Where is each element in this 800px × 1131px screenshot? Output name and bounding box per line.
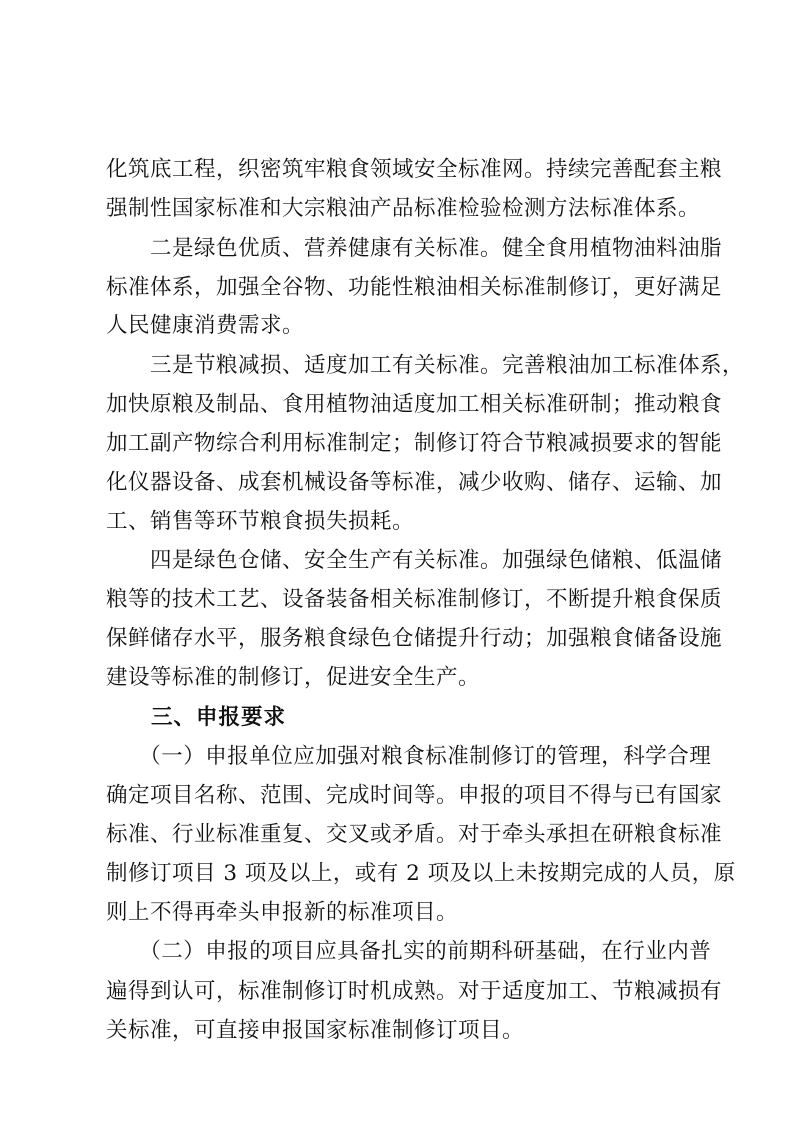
text-line: 建设等标准的制修订，促进安全生产。	[106, 665, 481, 690]
text-line: 二是绿色优质、营养健康有关标准。健全食用植物油料油脂	[106, 236, 723, 261]
text-line: 化筑底工程，织密筑牢粮食领域安全标准网。持续完善配套主粮	[106, 157, 723, 182]
text-line: 确定项目名称、范围、完成时间等。申报的项目不得与已有国家	[106, 783, 723, 808]
section-heading: 三、申报要求	[106, 705, 287, 730]
text-line: 则上不得再牵头申报新的标准项目。	[106, 900, 459, 925]
text-line: 化仪器设备、成套机械设备等标准，减少收购、储存、运输、加	[106, 470, 723, 495]
text-line: 标准、行业标准重复、交叉或矛盾。对于牵头承担在研粮食标准	[106, 822, 723, 847]
text-line: 粮等的技术工艺、设备装备相关标准制修订，不断提升粮食保质	[106, 587, 723, 612]
text-line: 标准体系，加强全谷物、功能性粮油相关标准制修订，更好满足	[106, 275, 723, 300]
text-line: 人民健康消费需求。	[106, 313, 305, 338]
text-line: 保鲜储存水平，服务粮食绿色仓储提升行动；加强粮食储备设施	[106, 626, 723, 651]
text-line: 加快原粮及制品、食用植物油适度加工相关标准研制；推动粮食	[106, 392, 723, 417]
text-line: 工、销售等环节粮食损失损耗。	[106, 509, 415, 534]
text-line: 加工副产物综合利用标准制定；制修订符合节粮减损要求的智能	[106, 431, 723, 456]
text-line: （一）申报单位应加强对粮食标准制修订的管理，科学合理	[106, 744, 712, 769]
text-line: 强制性国家标准和大宗粮油产品标准检验检测方法标准体系。	[106, 196, 701, 221]
text-line: （二）申报的项目应具备扎实的前期科研基础，在行业内普	[106, 939, 712, 964]
text-line: 制修订项目 3 项及以上，或有 2 项及以上未按期完成的人员，原	[106, 861, 736, 886]
text-line: 遍得到认可，标准制修订时机成熟。对于适度加工、节粮减损有	[106, 979, 723, 1004]
text-line: 四是绿色仓储、安全生产有关标准。加强绿色储粮、低温储	[106, 548, 723, 573]
text-line: 关标准，可直接申报国家标准制修订项目。	[106, 1018, 525, 1043]
text-line: 三是节粮减损、适度加工有关标准。完善粮油加工标准体系，	[106, 353, 745, 378]
